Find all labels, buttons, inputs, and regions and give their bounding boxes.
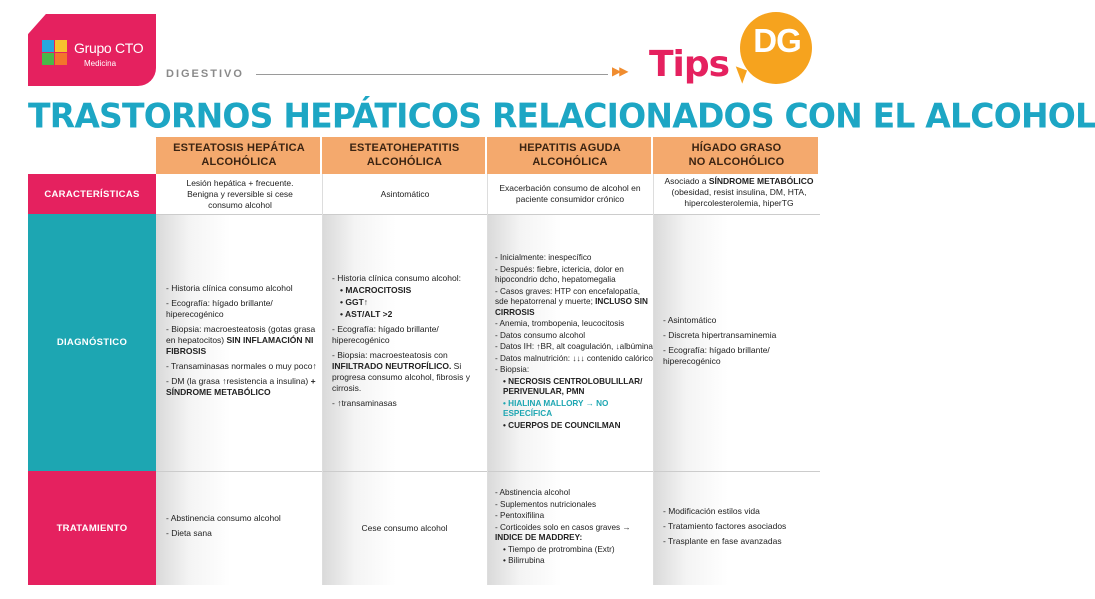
- list-item: • HIALINA MALLORY → NO ESPECÍFICA: [503, 398, 609, 418]
- dia-cell-1: [156, 214, 322, 471]
- list-item: - Discreta hipertransaminemia: [663, 329, 777, 340]
- list-item: - Tratamiento factores asociados: [663, 520, 787, 531]
- list-item: - Datos IH: ↑BR, alt coagulación, ↓albúmina: [495, 342, 653, 351]
- row-label-diagnostico: DIAGNÓSTICO: [28, 214, 156, 471]
- list-item: - Dieta sana: [166, 528, 212, 538]
- col-header-line2: ALCOHÓLICA: [201, 156, 277, 168]
- dg-badge-text: DG: [753, 22, 801, 59]
- list-item: • Tiempo de protrombina (Extr): [503, 544, 615, 554]
- list-item: - Ecografía: hígado brillante/ hiperecogénico: [663, 344, 770, 366]
- col-header-hepatitis: [487, 137, 653, 174]
- car-cell-4-bold: SÍNDROME METABÓLICO: [708, 176, 814, 186]
- col-header-line1: HEPATITIS AGUDA: [519, 142, 621, 154]
- row-divider: [156, 471, 820, 472]
- list-item: - Abstinencia consumo alcohol: [166, 513, 281, 523]
- tra-cell-2: Cese consumo alcohol: [322, 471, 487, 585]
- tips-label: Tips: [649, 44, 730, 85]
- list-item: - Asintomático: [663, 314, 717, 325]
- dia-cell-2: [322, 214, 487, 471]
- col-header-line1: HÍGADO GRASO: [691, 142, 782, 154]
- list-item: - Modificación estilos vida: [663, 505, 760, 516]
- list-item: - Inicialmente: inespecífico: [495, 253, 592, 262]
- row-label-tratamiento: TRATAMIENTO: [28, 471, 156, 585]
- list-item: - Abstinencia alcohol: [495, 488, 571, 498]
- row-divider: [156, 214, 820, 215]
- cto-logo: [28, 14, 156, 86]
- list-item: • GGT↑: [340, 296, 369, 307]
- dia-cell-3: [487, 214, 653, 471]
- col-header-esteatohepatitis: [322, 137, 487, 174]
- list-item: - Biopsia:: [495, 365, 530, 374]
- car-cell-4: [660, 176, 818, 214]
- logo-name: Grupo CTO: [74, 40, 144, 56]
- list-item: - Anemia, trombopenia, leucocitosis: [495, 319, 625, 328]
- col-header-line2: ALCOHÓLICA: [366, 156, 443, 168]
- list-item: • Bilirrubina: [503, 556, 545, 566]
- col-header-line2: NO ALCOHÓLICO: [688, 156, 785, 168]
- car-cell-4-pre: Asociado a: [664, 176, 709, 186]
- list-item: - Transaminasas normales o muy poco↑: [166, 361, 317, 371]
- list-item: - Pentoxifilina: [495, 511, 545, 521]
- car-cell-3: Exacerbación consumo de alcohol en paciente consumidor crónico: [492, 174, 648, 214]
- col-divider: [322, 174, 323, 585]
- col-header-line1: ESTEATOHEPATITIS: [349, 142, 460, 154]
- dia-cell-4: [653, 214, 820, 471]
- page-title: TRASTORNOS HEPÁTICOS RELACIONADOS CON EL ALCOHOL: [28, 96, 1095, 136]
- list-item: - Ecografía: hígado brillante/ hiperecogénico: [332, 323, 439, 345]
- list-item: • MACROCITOSIS: [340, 284, 412, 295]
- col-divider: [487, 174, 488, 585]
- list-item: - ↑transaminasas: [332, 397, 397, 408]
- row-label-caracteristicas: CARACTERÍSTICAS: [28, 174, 156, 214]
- list-item: - Biopsia: macroesteatosis con INFILTRADO NEUTROFÍLICO. Si progresa consumo alcohol, fibrosis y cirrosis.: [332, 349, 470, 393]
- tra-cell-4: [653, 471, 820, 585]
- col-header-line1: ESTEATOSIS HEPÁTICA: [173, 142, 305, 154]
- list-item: - Datos malnutrición: ↓↓↓ contenido calórico: [495, 353, 653, 363]
- tra-cell-3: [487, 471, 653, 585]
- list-item: - Historia clínica consumo alcohol: [166, 283, 293, 293]
- header-divider: [256, 74, 608, 75]
- list-item: • AST/ALT >2: [340, 308, 393, 319]
- list-item: - Datos consumo alcohol: [495, 330, 586, 340]
- list-item: - Suplementos nutricionales: [495, 499, 597, 509]
- col-header-higado-graso: [653, 137, 820, 174]
- col-header-line2: ALCOHÓLICA: [532, 156, 608, 168]
- list-item: - Trasplante en fase avanzadas: [663, 535, 782, 546]
- list-item: - Historia clínica consumo alcohol:: [332, 272, 461, 283]
- list-item: - Después: fiebre, ictericia, dolor en hipocondrio dcho, hepatomegalia: [495, 264, 624, 284]
- car-cell-1: Lesión hepática + frecuente. Benigna y reversible si cese consumo alcohol: [170, 174, 310, 214]
- list-item: • CUERPOS DE COUNCILMAN: [503, 420, 621, 430]
- list-item: • NECROSIS CENTROLOBULILLAR/ PERIVENULAR, PMN: [503, 376, 643, 396]
- car-cell-4-post: (obesidad, resist insulina, DM, HTA, hipercolesterolemia, hiperTG: [671, 187, 807, 208]
- badge-tail: [731, 66, 747, 83]
- list-item: - Corticoides solo en casos graves → INDICE DE MADDREY:: [495, 522, 631, 543]
- arrows-icon: ▶▶: [612, 64, 627, 78]
- list-item: - Casos graves: HTP con encefalopatía, sde hepatorrenal y muerte; INCLUSO SIN CIRROSIS: [495, 286, 648, 317]
- car-cell-2: Asintomático: [330, 174, 480, 214]
- list-item: - Ecografía: hígado brillante/ hiperecogénico: [166, 298, 273, 319]
- col-divider: [653, 174, 654, 585]
- col-header-esteatosis: [156, 137, 322, 174]
- list-item: - DM (la grasa ↑resistencia a insulina) + SÍNDROME METABÓLICO: [166, 376, 316, 397]
- list-item: - Biopsia: macroesteatosis (gotas grasa en hepatocitos) SIN INFLAMACIÓN NI FIBROSIS: [166, 324, 316, 356]
- tra-cell-1: [156, 471, 322, 585]
- logo-squares-icon: [42, 40, 68, 66]
- logo-subtitle: Medicina: [84, 59, 117, 68]
- section-label: DIGESTIVO: [166, 68, 244, 80]
